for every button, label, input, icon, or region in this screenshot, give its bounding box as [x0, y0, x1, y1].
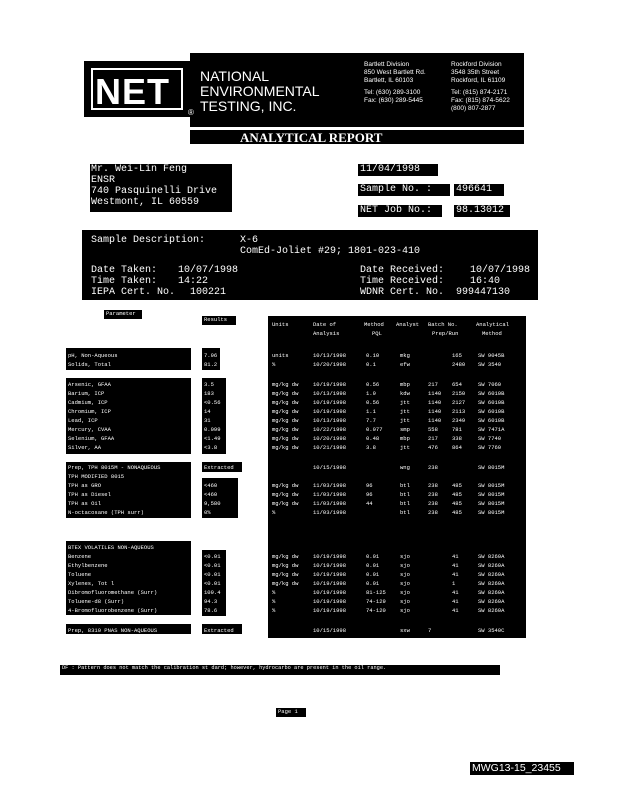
cell-r: 31	[204, 417, 211, 424]
cell-m: SW 8015M	[478, 509, 505, 516]
cell-m: SW 8015M	[478, 491, 505, 498]
iepa-label: IEPA Cert. No.	[91, 287, 176, 298]
cell-b1: 217	[428, 435, 438, 442]
cell-b1: 238	[428, 482, 438, 489]
cell-q: 96	[366, 482, 373, 489]
col-analytical: Analytical	[476, 321, 510, 328]
cell-d: 10/19/1998	[313, 408, 347, 415]
table-row	[0, 443, 618, 452]
cell-r: <1.49	[204, 435, 221, 442]
cell-b1: 217	[428, 381, 438, 388]
sample-description: X-6	[240, 235, 259, 246]
cell-m: SW 3540C	[478, 627, 505, 634]
company-name-line-1: NATIONAL	[200, 68, 269, 84]
table-row	[0, 472, 618, 481]
cell-u: mg/kg dw	[272, 482, 299, 489]
cell-p: N-octacosane (TPH surr)	[68, 509, 144, 516]
cell-a: smp	[400, 426, 410, 433]
date-taken: 10/07/1998	[178, 265, 239, 276]
table-row	[0, 570, 618, 579]
cell-q: 44	[366, 500, 373, 507]
table-row	[0, 463, 618, 472]
job-no-label: NET Job No.:	[360, 205, 433, 216]
cell-a: sjo	[400, 598, 410, 605]
cell-d: 10/20/1998	[313, 435, 347, 442]
cell-q: 1.9	[366, 390, 376, 397]
cell-m: SW 6010B	[478, 399, 505, 406]
col-units: Units	[272, 321, 289, 328]
cell-r: <0.01	[204, 571, 221, 578]
client-org: ENSR	[91, 175, 116, 186]
cell-p: TPH as GRO	[68, 482, 102, 489]
cell-d: 10/13/1998	[313, 352, 347, 359]
cell-r: 78.6	[204, 607, 218, 614]
col-results: Results	[204, 316, 228, 323]
cell-p: pH, Non-Aqueous	[68, 352, 118, 359]
wdnr-label: WDNR Cert. No.	[360, 287, 445, 298]
date-taken-label: Date Taken:	[91, 265, 158, 276]
time-received: 16:40	[470, 276, 501, 287]
cell-p: Selenium, GFAA	[68, 435, 115, 442]
table-row	[0, 425, 618, 434]
cell-p: Solids, Total	[68, 361, 111, 368]
cell-q: 0.48	[366, 435, 380, 442]
table-row	[0, 626, 618, 635]
cell-b2: 41	[452, 553, 459, 560]
cell-m: SW 8260A	[478, 607, 505, 614]
cell-b1: 1140	[428, 408, 442, 415]
cell-u: %	[272, 598, 276, 605]
client-city: Westmont, IL 60559	[91, 197, 200, 208]
cell-q: 0.56	[366, 399, 380, 406]
table-row	[0, 606, 618, 615]
cell-q: 0.077	[366, 426, 383, 433]
page-label: Page 1	[278, 708, 298, 715]
cell-q: 96	[366, 491, 373, 498]
cell-u: %	[272, 589, 276, 596]
cell-p: Chromium, ICP	[68, 408, 111, 415]
cell-u: mg/kg dw	[272, 500, 299, 507]
cell-a: sjo	[400, 607, 410, 614]
cell-r: 3.5	[204, 381, 214, 388]
cell-r: <3.8	[204, 444, 218, 451]
cell-a: mbp	[400, 381, 410, 388]
cell-m: SW 6010B	[478, 390, 505, 397]
cell-m: SW 7740	[478, 435, 502, 442]
cell-q: 1.1	[366, 408, 376, 415]
table-row	[0, 398, 618, 407]
cell-r: 7.96	[204, 352, 218, 359]
cell-q: 7.7	[366, 417, 376, 424]
cell-p: Benzene	[68, 553, 92, 560]
col-parameter: Parameter	[106, 310, 136, 317]
cell-b1: 238	[428, 500, 438, 507]
cell-a: btl	[400, 491, 410, 498]
cell-r: 81.2	[204, 361, 218, 368]
cell-r: 14	[204, 408, 211, 415]
table-row	[0, 434, 618, 443]
cell-d: 11/03/1998	[313, 491, 347, 498]
table-row	[0, 588, 618, 597]
table-row	[0, 579, 618, 588]
cell-u: mg/kg dw	[272, 444, 299, 451]
cell-a: sxw	[400, 627, 410, 634]
table-row	[0, 561, 618, 570]
cell-u: mg/kg dw	[272, 562, 299, 569]
time-received-label: Time Received:	[360, 276, 445, 287]
cell-p: Dibromofluoromethane (Surr)	[68, 589, 158, 596]
table-row	[0, 407, 618, 416]
cell-p: TPH as Oil	[68, 500, 102, 507]
cell-u: %	[272, 509, 276, 516]
cell-r: 0.099	[204, 426, 221, 433]
cell-d: 10/19/1998	[313, 553, 347, 560]
cell-r: <0.01	[204, 562, 221, 569]
report-date: 11/04/1998	[360, 164, 421, 175]
cell-a: mkg	[400, 352, 410, 359]
cell-a: sjo	[400, 553, 410, 560]
cell-p: Mercury, CVAA	[68, 426, 111, 433]
cell-d: 10/19/1998	[313, 589, 347, 596]
letterhead	[84, 53, 524, 127]
cell-m: SW 6010B	[478, 417, 505, 424]
cell-b2: 165	[452, 352, 462, 359]
cell-d: 10/19/1998	[313, 399, 347, 406]
rockford-division: Rockford Division 3548 35th Street Rockford, IL 61109 Tel: (815) 874-2171 Fax: (815) 874-5622 (800) 807-2877	[451, 61, 510, 112]
cell-p: TPH as Diesel	[68, 491, 111, 498]
cell-b2: 2480	[452, 361, 466, 368]
cell-r: 183	[204, 390, 214, 397]
cell-b1: 558	[428, 426, 438, 433]
table-row	[0, 360, 618, 369]
cell-p: Prep, TPH 8015M - NONAQUEOUS	[68, 464, 161, 471]
cell-m: SW 8260A	[478, 553, 505, 560]
cell-r: 94.3	[204, 598, 218, 605]
table-row	[0, 490, 618, 499]
cell-r: <460	[204, 491, 218, 498]
cell-r: <0.01	[204, 553, 221, 560]
table-row	[0, 543, 618, 552]
col-pql: PQL	[372, 330, 382, 337]
cell-b2: 781	[452, 426, 462, 433]
cell-b1: 238	[428, 509, 438, 516]
cell-b2: 485	[452, 500, 462, 507]
table-row	[0, 481, 618, 490]
time-taken-label: Time Taken:	[91, 276, 158, 287]
cell-d: 10/13/1998	[313, 417, 347, 424]
cell-p: Toluene-d8 (Surr)	[68, 598, 125, 605]
cell-m: SW 8260A	[478, 589, 505, 596]
cell-b2: 41	[452, 562, 459, 569]
cell-b1: 1140	[428, 399, 442, 406]
cell-p: Xylenes, Tot l	[68, 580, 115, 587]
table-header	[0, 310, 618, 340]
sample-location: ComEd-Joliet #29; 1801-023-410	[240, 246, 421, 257]
col-method-2: Method	[482, 330, 502, 337]
table-row	[0, 597, 618, 606]
cell-m: SW 8015M	[478, 482, 505, 489]
cell-b2: 654	[452, 381, 462, 388]
cell-m: SW 6010B	[478, 408, 505, 415]
sample-no-label: Sample No. :	[360, 184, 433, 195]
net-logo: NET	[84, 61, 190, 117]
cell-r: <460	[204, 482, 218, 489]
cell-a: btl	[400, 482, 410, 489]
client-street: 740 Pasquinelli Drive	[91, 186, 218, 197]
footnote: DF : Pattern does not match the calibration st dard; however, hydrocarbo are present in the oil range.	[62, 665, 387, 671]
cell-m: SW 3540	[478, 361, 502, 368]
cell-q: 81-125	[366, 589, 386, 596]
table-row	[0, 499, 618, 508]
cell-q: 0.56	[366, 381, 380, 388]
cell-m: SW 8260A	[478, 580, 505, 587]
cell-a: sjo	[400, 589, 410, 596]
cell-d: 10/19/1998	[313, 580, 347, 587]
cell-q: 3.8	[366, 444, 376, 451]
cell-d: 11/03/1998	[313, 500, 347, 507]
cell-d: 11/03/1998	[313, 482, 347, 489]
cell-d: 10/19/1998	[313, 598, 347, 605]
cell-b1: 1140	[428, 417, 442, 424]
cell-u: mg/kg dw	[272, 390, 299, 397]
cell-a: jtt	[400, 444, 410, 451]
cell-d: 11/03/1998	[313, 509, 347, 516]
cell-m: SW 8260A	[478, 598, 505, 605]
cell-d: 10/19/1998	[313, 571, 347, 578]
cell-r: Extracted	[204, 627, 234, 634]
cell-d: 10/19/1998	[313, 381, 347, 388]
cell-u: units	[272, 352, 289, 359]
cell-p: Toluene	[68, 571, 92, 578]
cell-q: 0.01	[366, 562, 380, 569]
cell-b2: 338	[452, 435, 462, 442]
cell-u: mg/kg dw	[272, 491, 299, 498]
cell-p: Cadmium, ICP	[68, 399, 108, 406]
cell-m: SW 7060	[478, 381, 502, 388]
company-name-line-3: TESTING, INC.	[200, 98, 297, 114]
cell-r: <0.56	[204, 399, 221, 406]
cell-q: 74-120	[366, 607, 386, 614]
cell-b1: 1140	[428, 390, 442, 397]
cell-p: Barium, ICP	[68, 390, 105, 397]
cell-b2: 2150	[452, 390, 466, 397]
col-analysis: Analysis	[313, 330, 340, 337]
cell-d: 10/15/1998	[313, 627, 347, 634]
client-name: Mr. Wei-Lin Feng	[91, 164, 188, 175]
report-title: ANALYTICAL REPORT	[240, 130, 383, 145]
iepa-cert: 100221	[190, 287, 227, 298]
cell-q: 0.10	[366, 352, 380, 359]
cell-a: sjo	[400, 562, 410, 569]
cell-p: BTEX VOLATILES NON-AQUEOUS	[68, 544, 154, 551]
cell-a: kdw	[400, 390, 410, 397]
cell-p: TPH MODIFIED 8015	[68, 473, 125, 480]
cell-b2: 485	[452, 491, 462, 498]
cell-b2: 41	[452, 607, 459, 614]
cell-b2: 41	[452, 598, 459, 605]
cell-a: btl	[400, 500, 410, 507]
wdnr-cert: 999447130	[456, 287, 511, 298]
cell-m: SW 7471A	[478, 426, 505, 433]
cell-u: mg/kg dw	[272, 426, 299, 433]
cell-b2: 41	[452, 589, 459, 596]
cell-b2: 41	[452, 571, 459, 578]
table-row	[0, 416, 618, 425]
cell-q: 74-129	[366, 598, 386, 605]
bartlett-division: Bartlett Division 850 West Bartlett Rd. Bartlett, IL 60103 Tel: (630) 289-3100 Fax: (630) 289-5445	[364, 61, 426, 104]
table-row	[0, 552, 618, 561]
cell-d: 10/15/1998	[313, 464, 347, 471]
cell-u: mg/kg dw	[272, 553, 299, 560]
table-row	[0, 508, 618, 517]
cell-q: 0.01	[366, 571, 380, 578]
cell-q: 0.01	[366, 553, 380, 560]
cell-r: 9,580	[204, 500, 221, 507]
cell-a: jtt	[400, 399, 410, 406]
cell-r: <0.01	[204, 580, 221, 587]
cell-r: Extracted	[204, 464, 234, 471]
cell-m: SW 8260A	[478, 571, 505, 578]
col-method: Method	[364, 321, 384, 328]
cell-b2: 2127	[452, 399, 466, 406]
cell-p: 4-Bromofluorobenzene (Surr)	[68, 607, 158, 614]
sample-no: 496641	[456, 184, 493, 195]
cell-u: %	[272, 361, 276, 368]
cell-u: mg/kg dw	[272, 408, 299, 415]
cell-b1: 7	[428, 627, 432, 634]
cell-m: SW 8015M	[478, 500, 505, 507]
cell-b1: 476	[428, 444, 438, 451]
document-id: MWG13-15_23455	[472, 762, 561, 774]
cell-b2: 1	[452, 580, 456, 587]
cell-u: mg/kg dw	[272, 417, 299, 424]
cell-b1: 238	[428, 491, 438, 498]
cell-q: 0.01	[366, 580, 380, 587]
cell-b2: 485	[452, 509, 462, 516]
date-received: 10/07/1998	[470, 265, 531, 276]
cell-a: jtt	[400, 417, 410, 424]
sample-description-label: Sample Description:	[91, 235, 206, 246]
cell-u: mg/kg dw	[272, 399, 299, 406]
cell-d: 10/19/1998	[313, 607, 347, 614]
col-prep-run: Prep/Run	[432, 330, 459, 337]
cell-a: sjo	[400, 580, 410, 587]
job-no: 98.13012	[456, 205, 505, 216]
cell-b2: 2349	[452, 417, 466, 424]
cell-d: 10/22/1998	[313, 426, 347, 433]
cell-m: SW 7760	[478, 444, 502, 451]
cell-u: mg/kg dw	[272, 580, 299, 587]
cell-a: jtt	[400, 408, 410, 415]
cell-b2: 485	[452, 482, 462, 489]
cell-a: efw	[400, 361, 410, 368]
time-taken: 14:22	[178, 276, 209, 287]
cell-u: mg/kg dw	[272, 381, 299, 388]
cell-m: SW 8260A	[478, 562, 505, 569]
cell-p: Lead, ICP	[68, 417, 98, 424]
table-row	[0, 389, 618, 398]
cell-d: 10/19/1998	[313, 562, 347, 569]
table-row	[0, 380, 618, 389]
cell-a: btl	[400, 509, 410, 516]
cell-b2: 864	[452, 444, 462, 451]
cell-u: %	[272, 607, 276, 614]
cell-r: 109.4	[204, 589, 221, 596]
cell-p: Prep, 8310 PNAS NON-AQUEOUS	[68, 627, 158, 634]
col-analyst: Analyst	[396, 321, 420, 328]
cell-p: Ethylbenzene	[68, 562, 108, 569]
cell-r: 0%	[204, 509, 211, 516]
col-date-of: Date of	[313, 321, 337, 328]
cell-u: mg/kg dw	[272, 571, 299, 578]
cell-a: wng	[400, 464, 410, 471]
cell-p: Arsenic, GFAA	[68, 381, 111, 388]
registered-mark: ®	[188, 108, 194, 117]
cell-b1: 238	[428, 464, 438, 471]
cell-m: SW 9045B	[478, 352, 505, 359]
col-batch-no: Batch No.	[428, 321, 458, 328]
cell-p: Silver, AA	[68, 444, 102, 451]
date-received-label: Date Received:	[360, 265, 445, 276]
cell-d: 10/20/1998	[313, 361, 347, 368]
cell-b2: 2113	[452, 408, 466, 415]
cell-d: 10/21/1998	[313, 444, 347, 451]
cell-a: sjo	[400, 571, 410, 578]
cell-a: mbp	[400, 435, 410, 442]
company-name-line-2: ENVIRONMENTAL	[200, 83, 320, 99]
cell-u: mg/kg dw	[272, 435, 299, 442]
cell-m: SW 8015M	[478, 464, 505, 471]
cell-q: 0.1	[366, 361, 376, 368]
cell-d: 10/13/1998	[313, 390, 347, 397]
table-row	[0, 351, 618, 360]
